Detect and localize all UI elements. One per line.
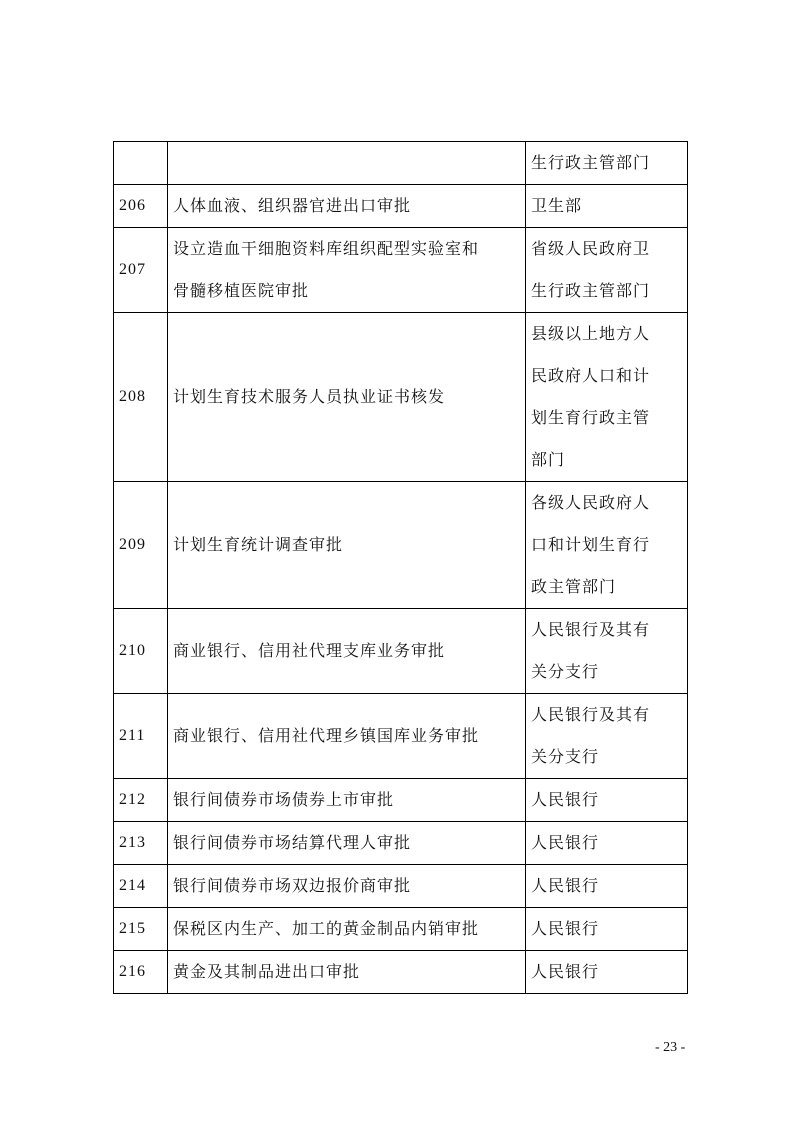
table-row [114,822,688,865]
table-row [114,142,688,185]
page-number: - 23 - [655,1040,686,1055]
authority-line: 政主管部门 [531,577,617,596]
authority-line: 部门 [531,450,566,469]
row-number: 206 [114,185,168,228]
row-number: 210 [114,609,168,694]
table-row [114,185,688,228]
authority-line: 人民银行及其有 [531,705,651,724]
authority-line: 口和计划生育行 [531,535,651,554]
item-line: 人体血液、组织器官进出口审批 [173,196,412,215]
authority [526,951,688,994]
item-line: 设立造血干细胞资料库组织配型实验室和 [173,239,480,258]
item-name [168,694,526,779]
authority [526,228,688,313]
item-line: 骨髓移植医院审批 [173,281,310,300]
row-number: 216 [114,951,168,994]
item-name [168,609,526,694]
table-row [114,609,688,694]
item-name [168,908,526,951]
authority-line: 县级以上地方人 [531,324,651,343]
item-name [168,482,526,609]
table-body [114,142,688,994]
item-line: 银行间债券市场债券上市审批 [173,790,395,809]
row-number: 212 [114,779,168,822]
authority-line: 人民银行及其有 [531,620,651,639]
row-number: 213 [114,822,168,865]
authority [526,865,688,908]
item-name [168,822,526,865]
item-name [168,185,526,228]
item-line: 商业银行、信用社代理支库业务审批 [173,641,446,660]
table-row [114,951,688,994]
authority [526,142,688,185]
table-row [114,228,688,313]
item-line: 商业银行、信用社代理乡镇国库业务审批 [173,726,480,745]
table-row [114,694,688,779]
table-row [114,313,688,482]
item-line: 黄金及其制品进出口审批 [173,962,361,981]
table-row [114,908,688,951]
item-line: 银行间债券市场结算代理人审批 [173,833,412,852]
authority-line: 生行政主管部门 [531,153,651,172]
authority-line: 关分支行 [531,662,600,681]
authority [526,908,688,951]
row-number: 209 [114,482,168,609]
row-number: 207 [114,228,168,313]
item-name [168,228,526,313]
authority-line: 生行政主管部门 [531,281,651,300]
item-name [168,779,526,822]
row-number: 215 [114,908,168,951]
table-row [114,865,688,908]
authority-line: 划生育行政主管 [531,408,651,427]
item-name [168,951,526,994]
item-line: 计划生育技术服务人员执业证书核发 [173,387,446,406]
table-row [114,779,688,822]
row-number: 214 [114,865,168,908]
item-line: 计划生育统计调查审批 [173,535,344,554]
authority-line: 关分支行 [531,747,600,766]
row-number: 211 [114,694,168,779]
authority-line: 人民银行 [531,962,600,981]
item-name [168,865,526,908]
item-name [168,142,526,185]
authority-line: 各级人民政府人 [531,493,651,512]
approval-items-table [113,141,688,994]
row-number [114,142,168,185]
authority-line: 人民银行 [531,919,600,938]
authority [526,822,688,865]
authority [526,609,688,694]
authority [526,779,688,822]
table-row [114,482,688,609]
authority [526,694,688,779]
authority-line: 人民银行 [531,833,600,852]
item-name [168,313,526,482]
item-line: 银行间债券市场双边报价商审批 [173,876,412,895]
authority-line: 民政府人口和计 [531,366,651,385]
authority-line: 人民银行 [531,790,600,809]
row-number: 208 [114,313,168,482]
item-line: 保税区内生产、加工的黄金制品内销审批 [173,919,480,938]
authority [526,482,688,609]
authority-line: 省级人民政府卫 [531,239,651,258]
authority [526,185,688,228]
authority-line: 卫生部 [531,196,583,215]
authority [526,313,688,482]
authority-line: 人民银行 [531,876,600,895]
